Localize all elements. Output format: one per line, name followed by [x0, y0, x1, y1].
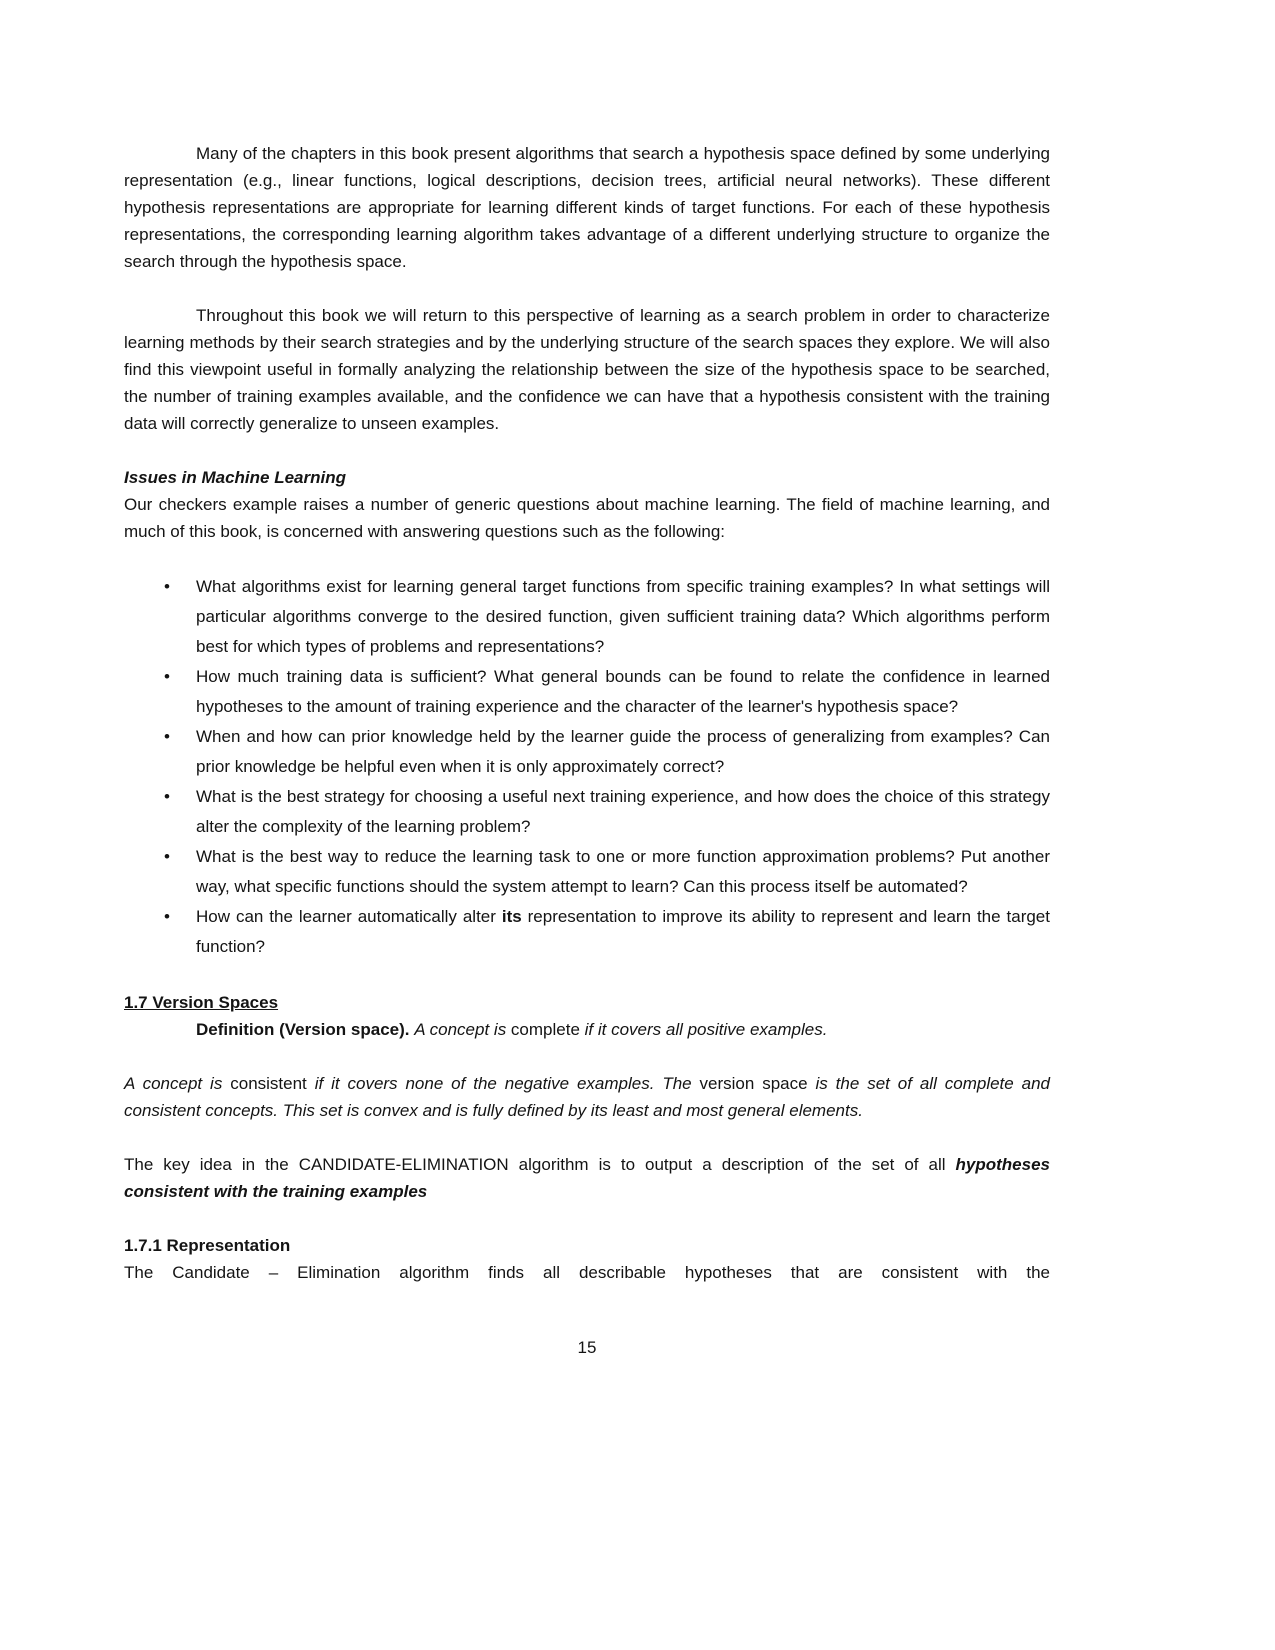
list-item: [124, 662, 1050, 722]
list-item-text: What algorithms exist for learning general target functions from specific training examples? In what settings will particular algorithms converge to the desired function, given sufficient training data? Which algorithms perform best for which types of problems and representations?: [196, 577, 1050, 656]
bullet-icon: •: [164, 907, 170, 926]
page-number: 15: [577, 1338, 597, 1357]
paragraph-candidate-elimination-finds: The Candidate – Elimination algorithm finds all describable hypotheses that are consistent with the: [124, 1263, 1050, 1282]
list-item-text: What is the best way to reduce the learning task to one or more function approximation problems? Put another way, what specific functions should the system attempt to learn? Can this process itself be automated?: [196, 847, 1050, 896]
list-item-text: What is the best strategy for choosing a useful next training experience, and how does the choice of this strategy alter the complexity of the learning problem?: [196, 787, 1050, 836]
heading-issues-in-machine-learning: Issues in Machine Learning: [124, 468, 347, 487]
bullet-icon: •: [164, 727, 170, 746]
paragraph-definition-version-space: Definition (Version space). A concept is complete if it covers all positive examples.: [196, 1020, 828, 1039]
paragraph-candidate-elimination-key-idea: The key idea in the CANDIDATE-ELIMINATION algorithm is to output a description of the set of all hypotheses consistent with the training examples: [124, 1155, 1050, 1201]
bullet-icon: •: [164, 787, 170, 806]
paragraph-search-perspective: Throughout this book we will return to this perspective of learning as a search problem in order to characterize learning methods by their search strategies and by the underlying structure of the search spaces they explore. We will also find this viewpoint useful in formally analyzing the relationship between the size of the hypothesis space to be searched, the number of training examples available, and the confidence we can have that a hypothesis consistent with the training data will correctly generalize to unseen examples.: [124, 306, 1050, 433]
list-item-text: How much training data is sufficient? What general bounds can be found to relate the confidence in learned hypotheses to the amount of training experience and the character of the learner's hypothesis space?: [196, 667, 1050, 716]
heading-representation: 1.7.1 Representation: [124, 1236, 291, 1255]
paragraph-consistent-concept: A concept is consistent if it covers none of the negative examples. The version space is the set of all complete and consistent concepts. This set is convex and is fully defined by its least and most general elements.: [124, 1074, 1050, 1120]
list-item-text: When and how can prior knowledge held by the learner guide the process of generalizing from examples? Can prior knowledge be helpful even when it is only approximately correct?: [196, 727, 1050, 776]
list-item: [124, 572, 1050, 662]
heading-version-spaces: 1.7 Version Spaces: [124, 993, 279, 1012]
bullet-icon: •: [164, 847, 170, 866]
list-item: [124, 722, 1050, 782]
list-item: [124, 842, 1050, 902]
list-item: [124, 902, 1050, 962]
list-item: [124, 782, 1050, 842]
paragraph-hypothesis-space: Many of the chapters in this book present algorithms that search a hypothesis space defined by some underlying representation (e.g., linear functions, logical descriptions, decision trees, artificial neural networks). These different hypothesis representations are appropriate for learning different kinds of target functions. For each of these hypothesis representations, the corresponding learning algorithm takes advantage of a different underlying structure to organize the search through the hypothesis space.: [124, 144, 1050, 271]
list-item-text: How can the learner automatically alter its representation to improve its ability to represent and learn the target function?: [196, 907, 1050, 956]
questions-list: [124, 572, 1050, 962]
paragraph-checkers-questions: Our checkers example raises a number of generic questions about machine learning. The field of machine learning, and much of this book, is concerned with answering questions such as the following:: [124, 495, 1050, 541]
bullet-icon: •: [164, 577, 170, 596]
bullet-icon: •: [164, 667, 170, 686]
